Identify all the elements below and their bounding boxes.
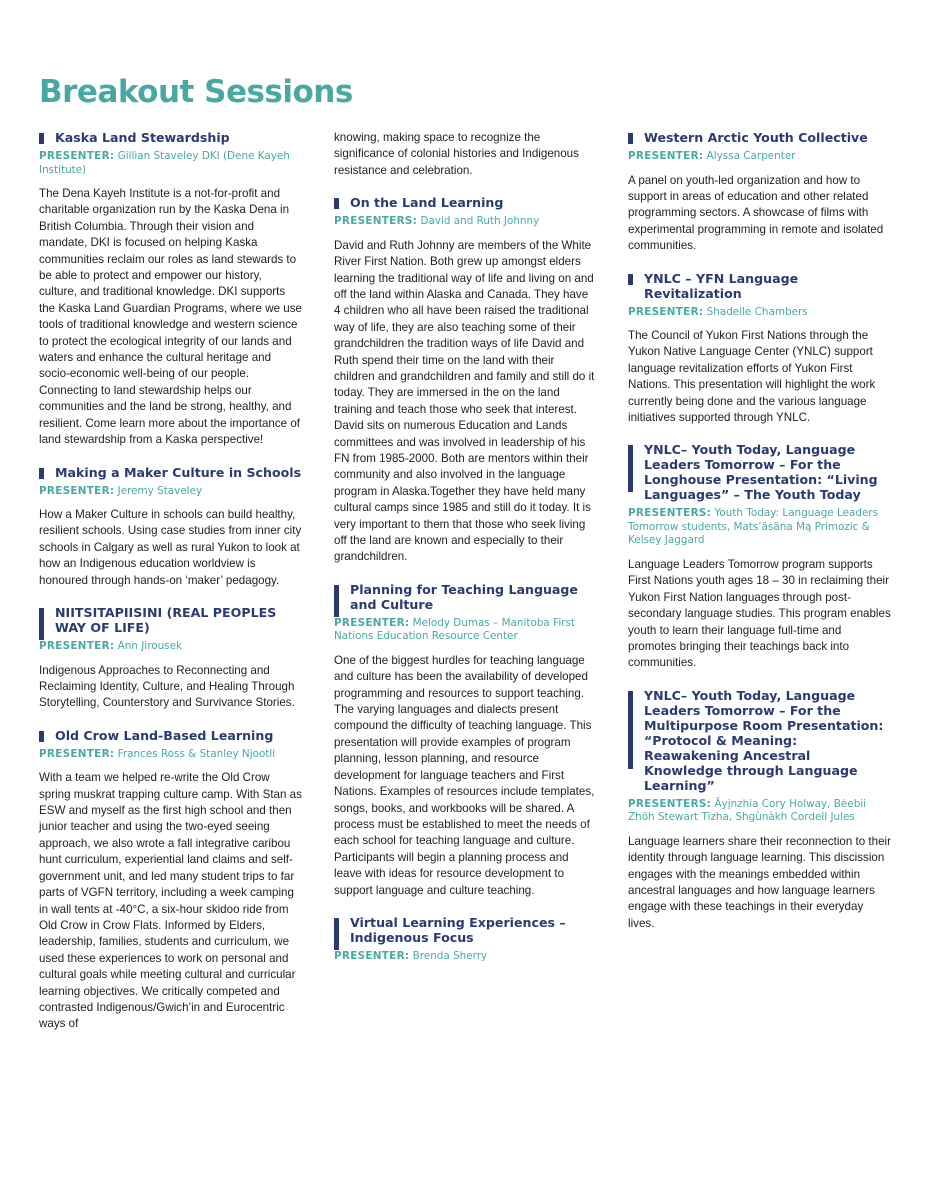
section-marker xyxy=(39,608,44,640)
session-ynlc-longhouse xyxy=(628,442,891,671)
session-on-the-land xyxy=(334,195,597,566)
session-presenter: PRESENTER: Brenda Sherry xyxy=(334,949,488,962)
session-title: YNLC– Youth Today, Language Leaders Tomorrow – For the Multipurpose Room Presentation: “Protocol & Meaning: Reawakening Ancestral Knowledge through Language Learning” xyxy=(644,687,884,793)
section-marker xyxy=(39,731,44,742)
session-presenter: PRESENTER: Ann Jirousek xyxy=(39,640,182,653)
session-niitsitapiisini xyxy=(39,605,302,712)
session-description: How a Maker Culture in schools can build healthy, resilient schools. Using case studies from inner city schools in Calgary as well as rural Yukon to look at how an Indigenous education worldview is honoured through hands-on ‘maker’ pedagogy. xyxy=(39,508,302,587)
session-title: Western Arctic Youth Collective xyxy=(644,130,868,145)
session-planning-teaching xyxy=(334,582,597,899)
session-maker-culture xyxy=(39,465,302,590)
session-title: YNLC– Youth Today, Language Leaders Tomorrow – For the Longhouse Presentation: “Living Languages” – The Youth Today xyxy=(644,442,878,503)
session-title: Making a Maker Culture in Schools xyxy=(55,464,302,480)
session-description-continued: knowing, making space to recognize the significance of colonial histories and Indigenous resistance and celebration. xyxy=(334,131,579,177)
session-title: Old Crow Land-Based Learning xyxy=(55,727,274,743)
session-description: David and Ruth Johnny are members of the White River First Nation. Both grew up amongst elders learning the traditional way of life and living on and off the land within Alaska and Canada. They have 4 children who all have been raised the traditional way of life, they are also teaching some of their grandchildren the tradition ways of life David and Ruth spend their time on the land with their children and grandchildren and family and still do it today. They are immersed in the on the land training and teach those who seek that interest. David sits on numerous Education and Lands committees and was involved in leadership of his FN from 1985-2000. Both are mentors within their community and also involved in the language program in Alaska.Together they have held many cultural camps since 1985 and still do it today. It is very important to them that those who seek living off the land are known and especially to their grandchildren. xyxy=(334,238,595,564)
session-virtual-learning xyxy=(334,915,597,964)
session-presenter: PRESENTER: Frances Ross & Stanley Njootli xyxy=(39,747,276,760)
session-title: Virtual Learning Experiences – Indigenous Focus xyxy=(350,914,566,945)
session-presenter: PRESENTERS: Youth Today: Language Leaders Tomorrow students, Mats’äsäna Mą Primozic & Kelsey Jaggard xyxy=(628,507,879,547)
section-marker xyxy=(628,445,633,492)
session-presenter: PRESENTER: Melody Dumas – Manitoba First Nations Education Resource Center xyxy=(334,616,575,643)
session-title: NIITSITAPIISINI (REAL PEOPLES WAY OF LIFE) xyxy=(55,605,277,636)
session-presenter: PRESENTERS: Ȁyįnzhia Cory Holway, Bėebii Zhöh Stewart Tizha, Shgùnàkh Cordell Jules xyxy=(628,797,867,824)
section-marker xyxy=(39,133,44,144)
section-marker xyxy=(628,133,633,144)
section-marker xyxy=(39,468,44,479)
section-marker xyxy=(628,691,633,769)
session-title: On the Land Learning xyxy=(350,195,504,211)
session-presenter: PRESENTER: Gillian Staveley DKI (Dene Kayeh Institute) xyxy=(39,150,290,176)
column-right xyxy=(628,130,891,948)
session-title: YNLC – YFN Language Revitalization xyxy=(644,270,799,301)
session-presenter: PRESENTERS: David and Ruth Johnny xyxy=(334,215,540,228)
section-marker xyxy=(334,198,339,209)
section-marker xyxy=(334,585,339,617)
session-title: Planning for Teaching Language and Culture xyxy=(350,581,578,612)
session-description: One of the biggest hurdles for teaching language and culture has been the availability of developed programming and resources to support teaching. The varying languages and dialects present compound the difficulty of teaching language. This presentation will provide examples of program planning, lesson planning, and resource development for language teachers and First Nations. Examples of resources include templates, songs, books, and workbooks will be shared. A process must be established to meet the needs of each school for teaching language and culture. Participants will begin a planning process and leave with ideas for resource development to support language and culture teaching. xyxy=(334,653,595,897)
session-description: Language Leaders Tomorrow program supports First Nations youth ages 18 – 30 in reclaiming their Yukon First Nation languages through post-secondary language studies. This program enables youth to learn their language full-time and promotes bringing their teachings back into communities. xyxy=(628,557,891,670)
session-title: Kaska Land Stewardship xyxy=(55,130,230,145)
section-marker xyxy=(334,918,339,950)
session-description: The Council of Yukon First Nations through the Yukon Native Language Center (YNLC) support language revitalization efforts of Yukon First Nations. This presentation will highlight the work currently being done and the various language initiatives supported through YNLC. xyxy=(628,329,876,425)
session-description: A panel on youth-led organization and how to support in areas of education and other related programming sectors. A showcase of films with experimental programming in remote and isolated communities. xyxy=(628,173,884,253)
session-presenter: PRESENTER: Shadelle Chambers xyxy=(628,305,808,318)
session-western-arctic xyxy=(628,130,891,255)
section-marker xyxy=(628,274,633,285)
session-presenter: PRESENTER: Alyssa Carpenter xyxy=(628,150,796,162)
page-title: Breakout Sessions xyxy=(39,74,353,110)
session-presenter: PRESENTER: Jeremy Staveley xyxy=(39,484,203,497)
session-ynlc-multipurpose xyxy=(628,688,891,932)
column-left xyxy=(39,130,302,1049)
column-middle xyxy=(334,130,597,979)
session-kaska-land-stewardship xyxy=(39,130,302,449)
session-old-crow-continued xyxy=(334,130,597,179)
session-description: Language learners share their reconnection to their identity through language learning. This discission engages with the meanings embedded within ancestral languages and how language learners engage with these teachings in their everyday lives. xyxy=(628,834,891,930)
session-description: With a team we helped re-write the Old Crow spring muskrat trapping culture camp. With Stan as ESW and myself as the first high school and then junior teacher and using the two-eyed seeing approach, we also wrote a fall integrative caribou hunt curriculum, experiential land claims and self-government unit, and led many student trips to far parts of VGFN territory, including a week camping in wall tents at -40°C, a six-hour skidoo ride from Old Crow in Crow Flats. Informed by Elders, leadership, families, students and curriculum, we used these experiences to work on personal and cultural goals while meeting cultural and curricular learning objectives. We critically competed and contrasted Indigenous/Gwich’in and Eurocentric ways of xyxy=(39,771,302,1031)
session-description: Indigenous Approaches to Reconnecting and Reclaiming Identity, Culture, and Healing Through Storytelling, Counterstory and Survivance Stories. xyxy=(39,663,295,710)
session-old-crow xyxy=(39,728,302,1033)
session-description: The Dena Kayeh Institute is a not-for-profit and charitable organization run by the Kaska Dena in British Columbia. Through their vision and mandate, DKI is focused on helping Kaska communities reclaim our roles as land stewards to be able to protect and empower our history, culture, and traditional knowledge. DKI supports the Kaska Land Guardian Programs, where we use tools of traditional knowledge and western science to protect the ecological integrity of our lands and waters and enhance the cultural heritage and socio-economic well-being of our people. Connecting to land stewardship helps our communities and the land be strong, healthy, and resilient. Come learn more about the importance of land stewardship from a Kaska perspective! xyxy=(39,187,302,447)
session-ynlc-revitalization xyxy=(628,271,891,427)
